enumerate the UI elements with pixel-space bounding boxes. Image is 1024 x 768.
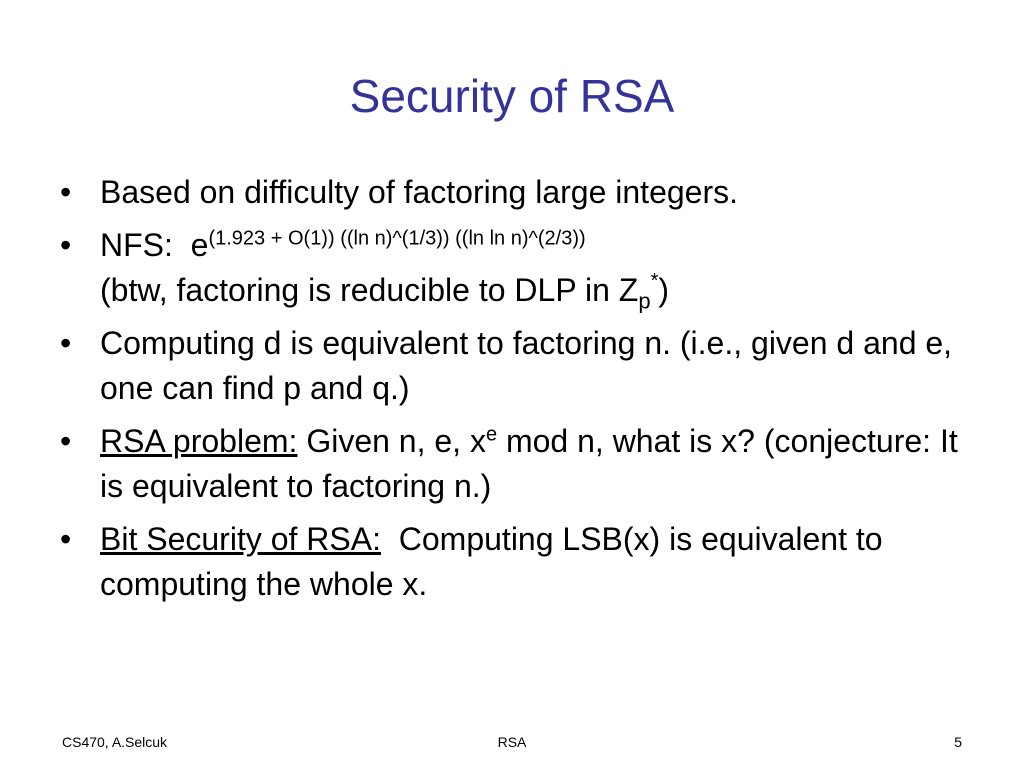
bullet-dot: • xyxy=(60,521,72,557)
bullet-dot: • xyxy=(60,174,72,210)
bullet-item-nfs xyxy=(60,223,960,313)
slide-title: Security of RSA xyxy=(349,70,675,122)
rsa-problem-text: Given n, e, x xyxy=(297,423,486,459)
dlp-note: (btw, factoring is reducible to DLP in Z xyxy=(100,272,639,308)
footer-course: CS470, A.Selcuk xyxy=(62,734,168,750)
dlp-superscript: * xyxy=(650,270,659,292)
bullet-list xyxy=(60,170,960,615)
nfs-label: NFS: e xyxy=(100,227,209,263)
footer-page-number: 5 xyxy=(954,734,962,750)
footer-topic: RSA xyxy=(497,734,527,750)
dlp-subscript: p xyxy=(638,288,651,314)
bullet-item-rsa-problem xyxy=(60,419,960,509)
rsa-problem-label: RSA problem: xyxy=(100,423,298,459)
bullet-dot: • xyxy=(60,227,72,263)
bullet-dot: • xyxy=(60,325,72,361)
bullet-dot: • xyxy=(60,423,72,459)
bullet-item-bit-security xyxy=(60,517,960,607)
bullet-item-difficulty xyxy=(60,170,960,215)
nfs-exponent: (1.923 + O(1)) ((ln n)^(1/3)) ((ln ln n)^(2/3)) xyxy=(208,227,586,250)
bit-security-label: Bit Security of RSA: xyxy=(100,521,381,557)
rsa-problem-text-cont: mod n, what is x? (conjecture: It is equivalent to factoring n.) xyxy=(100,423,958,504)
bullet-text: Based on difficulty of factoring large integers. xyxy=(100,174,738,210)
dlp-note-close: ) xyxy=(658,272,670,308)
bullet-item-computing-d xyxy=(60,321,960,411)
bullet-text: Computing d is equivalent to factoring n. (i.e., given d and e, one can find p and q.) xyxy=(100,325,953,406)
rsa-problem-exponent: e xyxy=(485,423,498,446)
bit-security-text: Computing LSB(x) is equivalent to computing the whole x. xyxy=(100,521,892,602)
